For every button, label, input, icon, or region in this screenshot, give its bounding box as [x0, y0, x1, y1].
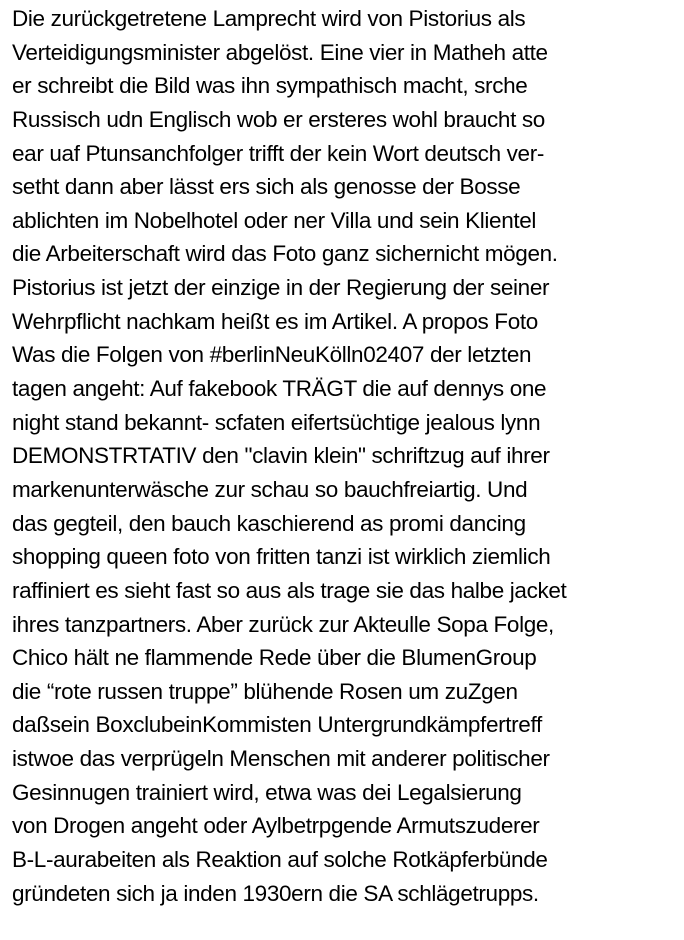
text-line: ihres tanzpartners. Aber zurück zur Akteulle Sopa Folge,	[12, 611, 554, 637]
text-line: setht dann aber lässt ers sich als genosse der Bosse	[12, 174, 521, 200]
text-line: Wehrpflicht nachkam heißt es im Artikel. A propos Foto	[12, 308, 538, 334]
text-line: night stand bekannt- scfaten eifertsüchtige jealous lynn	[12, 409, 541, 435]
text-line: Was die Folgen von #berlinNeuKölln02407 der letzten	[12, 342, 532, 368]
text-line: das gegteil, den bauch kaschierend as promi dancing	[12, 510, 526, 536]
text-line: istwoe das verprügeln Menschen mit anderer politischer	[12, 746, 550, 772]
text-line: Verteidigungsminister abgelöst. Eine vier in Matheh atte	[12, 39, 548, 65]
text-line: B-L-aurabeiten als Reaktion auf solche Rotkäpferbünde	[12, 847, 548, 873]
text-line: tagen angeht: Auf fakebook TRÄGT die auf dennys one	[12, 376, 547, 402]
text-line: shopping queen foto von fritten tanzi ist wirklich ziemlich	[12, 544, 551, 570]
text-line: Pistorius ist jetzt der einzige in der Regierung der seiner	[12, 275, 550, 301]
text-line: von Drogen angeht oder Aylbetrpgende Armutszuderer	[12, 813, 540, 839]
text-line: Russisch udn Englisch wob er ersteres wohl braucht so	[12, 106, 545, 132]
text-line: markenunterwäsche zur schau so bauchfreiartig. Und	[12, 476, 528, 502]
text-line: gründeten sich ja inden 1930ern die SA schlägetrupps.	[12, 880, 539, 906]
text-line: er schreibt die Bild was ihn sympathisch macht, srche	[12, 73, 528, 99]
text-line: die “rote russen truppe” blühende Rosen um zuZgen	[12, 678, 518, 704]
text-line: ablichten im Nobelhotel oder ner Villa und sein Klientel	[12, 207, 537, 233]
text-line: Gesinnugen trainiert wird, etwa was dei Legalsierung	[12, 779, 522, 805]
text-line: raffiniert es sieht fast so aus als trage sie das halbe jacket	[12, 577, 567, 603]
text-line: ear uaf Ptunsanchfolger trifft der kein Wort deutsch ver-	[12, 140, 544, 166]
text-line: Chico hält ne flammende Rede über die BlumenGroup	[12, 645, 537, 671]
text-line: Die zurückgetretene Lamprecht wird von Pistorius als	[12, 6, 526, 31]
text-line: die Arbeiterschaft wird das Foto ganz sichernicht mögen.	[12, 241, 558, 267]
text-line: DEMONSTRTATIV den "clavin klein" schriftzug auf ihrer	[12, 443, 550, 469]
text-line: daßsein BoxclubeinKommisten Untergrundkämpfertreff	[12, 712, 542, 738]
body-text	[12, 2, 682, 910]
